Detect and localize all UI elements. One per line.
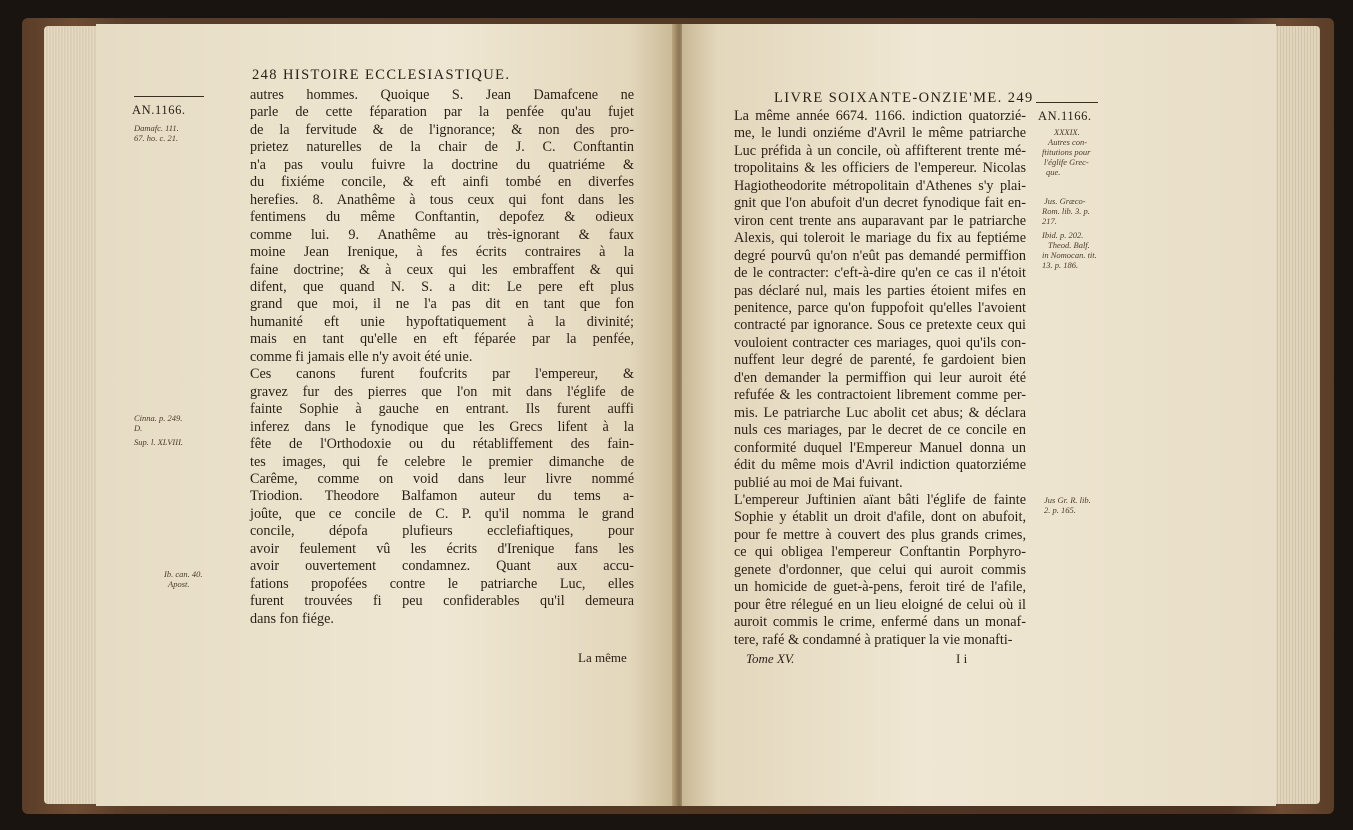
right-margin-note: Jus. Græco- [1044,196,1086,206]
text-line: tere, rafé & condamné à pratiquer la vie monafti- [734,631,1013,648]
right-margin-note: 217. [1042,216,1057,226]
text-line: comme fi jamais elle n'y avoit été unie. [250,348,473,365]
text-line: autres hommes. Quoique S. Jean Damafcene ne [250,87,634,103]
text-line: publié au moi de Mai fuivant. [734,474,903,491]
right-margin-note: ftitutions pour [1042,147,1091,157]
right-margin-note: 2. p. 165. [1044,505,1076,515]
text-line: difent, que quand N. S. a dit: Le pere eft plus [250,278,634,295]
text-line: nuffent leur degré de parenté, fe gardoient bien [734,352,1026,369]
text-line: furent trouvées fi peu confiderables qu'il demeura [250,593,634,610]
left-running-header: 248 HISTOIRE ECCLESIASTIQUE. [252,67,511,83]
text-line: viron cent trente ans auparavant par le patriarche [734,212,1026,229]
right-margin-note: Autres con- [1048,137,1088,147]
left-margin-rule [134,96,204,97]
right-margin-note: Jus Gr. R. lib. [1044,495,1091,505]
text-line: Triodion. Theodore Balfamon auteur du tems a- [250,488,634,505]
text-line: Alexis, qui toleroit le mariage du fix au feptiéme [734,230,1026,247]
text-line: Hagiotheodorite métropolitain d'Athenes s'y plai- [734,177,1026,194]
text-line: tropolitains & les officiers de l'empereur. Nicolas [734,160,1026,177]
text-line: prietez naturelles de la chair de J. C. Conftantin [250,139,634,156]
text-line: pas déclaré nul, mais les parties étoient mifes en [734,282,1026,299]
text-line: L'empereur Juftinien aïant bâti l'églife de fainte [734,491,1026,508]
right-page [682,24,1276,806]
text-line: mais en tant qu'elle en eft féparée par la penfée, [250,331,634,348]
left-margin-note: Ib. can. 40. [164,569,203,579]
left-margin-year: AN.1166. [132,103,186,117]
text-line: gnit que l'on abufoit d'un decret fynodique fait en- [734,195,1026,212]
left-margin-note: Apost. [168,579,190,589]
text-line: moine Jean Irenique, à fes écrits contraires à la [250,244,634,261]
text-line: nuls ces mariages, par le decret de ce concile en [734,422,1026,439]
text-line: La même année 6674. 1166. indiction quatorzié- [734,108,1026,124]
left-margin-note: Sup. l. XLVIII. [134,437,184,447]
text-line: édit du même mois d'Avril indiction quatorziéme [734,457,1026,474]
text-line: inferez dans le fynodique que les Grecs lifent à la [250,418,634,435]
text-line: dans fon fiége. [250,610,334,627]
right-margin-note: Theod. Balf. [1048,240,1090,250]
right-body-text [734,108,1026,649]
text-line: pour être rélegué en un lieu eloigné de celui où il [734,596,1026,613]
text-line: genete d'ordonner, que celui qui auroit commis [734,561,1026,578]
text-line: fête de l'Orthodoxie ou du rétabliffement des fain- [250,436,634,453]
text-line: Luc préfida à un concile, où affifterent trente mé- [734,142,1026,159]
text-line: grand que moi, il ne l'a pas dit en tant que fon [250,296,634,313]
right-margin-note: que. [1046,167,1061,177]
text-line: gravez fur des pierres que l'on mit dans l'églife de [250,383,634,400]
text-line: pour fe mettre à couvert des plus grands crimes, [734,526,1026,543]
text-line: mis. Le patriarche Luc abolit cet abus; & déclara [734,404,1026,421]
text-line: tes images, qui fe celebre le premier dimanche de [250,453,634,470]
text-line: fentimens du même Conftantin, depofez & odieux [250,209,634,226]
text-line: auroit commis le crime, enfermé dans un monaf- [734,614,1026,631]
text-line: d'en demander la permiffion qui leur auroit été [734,369,1026,386]
left-body-text [250,87,634,628]
text-line: fations propofées contre le patriarche Luc, elles [250,575,634,592]
right-margin-note: Rom. lib. 3. p. [1042,206,1090,216]
text-line: herefies. 8. Anathême à tous ceux qui font dans les [250,191,634,208]
left-margin-note: Cinna. p. 249. [134,413,183,423]
text-line: Ces canons furent foufcrits par l'empereur, & [250,366,634,383]
text-line: contracté par ignorance. Sous ce pretexte ceux qui [734,317,1026,334]
text-line: faine doctrine; & à ceux qui les embraffent & qui [250,261,634,278]
text-line: vouloient contracter ces mariages, quoi qu'ils con- [734,334,1026,351]
text-line: avoir ouvertement condamnez. Quant aux accu- [250,558,634,575]
left-catchword: La même [578,650,627,665]
text-line: conformité duquel l'Empereur Manuel donna un [734,439,1026,456]
text-line: n'a pas voulu fuivre la doctrine du quatriéme & [250,156,634,173]
right-margin-note: 13. p. 186. [1042,260,1079,270]
text-line: fainte Sophie à gauche en entrant. Ils furent auffi [250,401,634,418]
text-line: humanité eft unie hypoftatiquement à la divinité; [250,313,634,330]
right-margin-rule [1036,102,1098,103]
left-page [96,24,676,806]
text-line: penitence, parce qu'on fuppofoit qu'elles l'avoient [734,299,1026,316]
text-line: refufée & les contractoient librement comme per- [734,387,1026,404]
text-line: Carême, comme on void dans leur livre nommé [250,470,634,487]
text-line: parle de cette féparation par la penfée qu'au fujet [250,104,634,121]
text-line: de la fervitude & de l'ignorance; & non des pro- [250,121,634,138]
text-line: un homicide de guet-à-pens, feroit tiré de l'afile, [734,579,1026,596]
right-margin-note: XXXIX. [1054,127,1080,137]
left-margin-note: D. [134,423,143,433]
right-margin-year: AN.1166. [1038,109,1092,123]
text-line: ce qui obligea l'empereur Conftantin Porphyro- [734,544,1026,561]
text-line: de le contracter: c'eft-à-dire qu'en ce cas il n'étoit [734,265,1026,282]
right-margin-note: Ibid. p. 202. [1042,230,1084,240]
text-line: comme lui. 9. Anathême au très-ignorant & faux [250,226,634,243]
right-footer-tome: Tome XV. [746,651,795,666]
text-line: joûte, que ce concile de C. P. qu'il nomma le grand [250,505,634,522]
text-line: degré pourvû qu'on n'eût pas demandé permiffion [734,247,1026,264]
left-margin-note: Damafc. 111. [134,123,179,133]
right-running-header: LIVRE SOIXANTE-ONZIE'ME. 249 [774,90,1034,106]
text-line: du fixiéme concile, & eft ainfi tombé en diverfes [250,174,634,191]
page-edges-left [44,26,104,804]
left-margin-note: 67. ho. c. 21. [134,133,179,143]
right-margin-note: l'églife Grec- [1044,157,1089,167]
text-line: Sophie y établit un droit d'afile, dont on abufoit, [734,509,1026,526]
right-footer-signature: I i [956,651,968,666]
text-line: me, le lundi onziéme d'Avril le même patriarche [734,125,1026,142]
text-line: avoir feulement vû les écrits d'Irenique fans les [250,540,634,557]
right-margin-note: in Nomocan. tit. [1042,250,1097,260]
text-line: concile, dépofa plufieurs ecclefiaftiques, pour [250,523,634,540]
